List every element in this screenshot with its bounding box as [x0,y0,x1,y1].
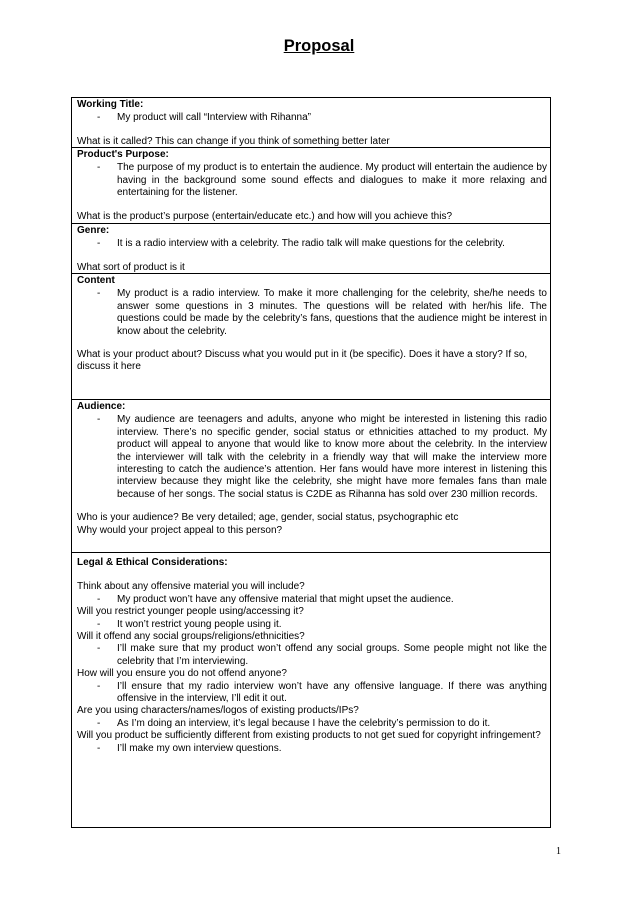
audience-heading: Audience: [77,401,126,412]
legal-question-6: Will you product be sufficiently different from existing products to not get sued for copyright infringement? [77,730,541,742]
proposal-table [71,97,551,828]
bullet-dash: - [97,618,101,630]
genre-prompt: What sort of product is it [77,261,185,273]
legal-cell [72,553,550,755]
legal-answer-3: I’ll make sure that my product won’t offend any social groups. Some people might not like the celebrity that I’m interviewing. [117,643,547,667]
content-heading: Content [77,275,115,286]
audience-cell [72,400,550,553]
legal-question-3: Will it offend any social groups/religions/ethnicities? [77,631,305,643]
bullet-dash: - [97,643,101,655]
audience-bullet: My audience are teenagers and adults, anyone who might be interested in listening this radio interview. There’s no specific gender, social status or ethnicities attached to my product. My product will appeal to anyone that would like to know more about the celebrity. In the interview the interviewer will talk with the celebrity in a friendly way that will make the interview more interesting to catch the audience’s attention. Her fans would have more interest in listening this interview because they might like the celebrity, she might have more females fans than male because of her songs. The social status is C2DE as Rihanna has sold over 230 million records. [117,414,547,500]
legal-answer-5: As I’m doing an interview, it’s legal because I have the celebrity’s permission to do it. [117,717,491,729]
bullet-dash: - [97,593,101,605]
purpose-bullet: The purpose of my product is to entertain the audience. My product will entertain the audience by having in the background some sound effects and dialogues to make it more relaxing and entertaining for the listener. [117,162,547,199]
page-title: Proposal [283,37,355,55]
legal-question-4: How will you ensure you do not offend anyone? [77,668,287,680]
audience-prompt-2: Why would your project appeal to this person? [77,524,283,536]
content-bullet: My product is a radio interview. To make it more challenging for the celebrity, she/he needs to answer some questions in 3 minutes. The questions will be related with her/his life. The questions could be made by the celebrity’s fans, questions that the audience might be interest in know about the celebrity. [117,288,547,337]
bullet-dash: - [97,288,101,300]
genre-bullet: It is a radio interview with a celebrity. The radio talk will make questions for the celebrity. [117,238,505,250]
page-number: 1 [556,846,561,857]
purpose-cell [72,148,550,224]
bullet-dash: - [97,717,101,729]
content-prompt: What is your product about? Discuss what you would put in it (be specific). Does it have a story? If so, discuss it here [77,349,528,373]
legal-heading: Legal & Ethical Considerations: [77,557,228,568]
legal-question-5: Are you using characters/names/logos of existing products/IPs? [77,705,359,717]
working-title-cell [72,98,550,148]
bullet-dash: - [97,238,101,250]
bullet-dash: - [97,112,101,124]
legal-answer-2: It won’t restrict young people using it. [117,618,282,630]
legal-question-1: Think about any offensive material you will include? [77,581,305,593]
bullet-dash: - [97,414,101,426]
bullet-dash: - [97,742,101,754]
legal-answer-6: I’ll make my own interview questions. [117,742,282,754]
purpose-prompt: What is the product’s purpose (entertain/educate etc.) and how will you achieve this? [77,210,453,222]
genre-cell [72,224,550,274]
legal-answer-1: My product won’t have any offensive material that might upset the audience. [117,593,454,605]
audience-prompt-1: Who is your audience? Be very detailed; age, gender, social status, psychographic etc [77,512,459,524]
content-cell [72,274,550,400]
working-title-heading: Working Title: [77,99,144,110]
legal-question-2: Will you restrict younger people using/accessing it? [77,606,304,618]
working-title-prompt: What is it called? This can change if you think of something better later [77,135,390,147]
working-title-bullet: My product will call “Interview with Rihanna” [117,112,311,124]
purpose-heading: Product's Purpose: [77,149,169,160]
bullet-dash: - [97,680,101,692]
bullet-dash: - [97,162,101,174]
legal-answer-4: I’ll ensure that my radio interview won’t have any offensive language. If there was anything offensive in the interview, I’ll edit it out. [117,680,547,705]
genre-heading: Genre: [77,225,110,236]
